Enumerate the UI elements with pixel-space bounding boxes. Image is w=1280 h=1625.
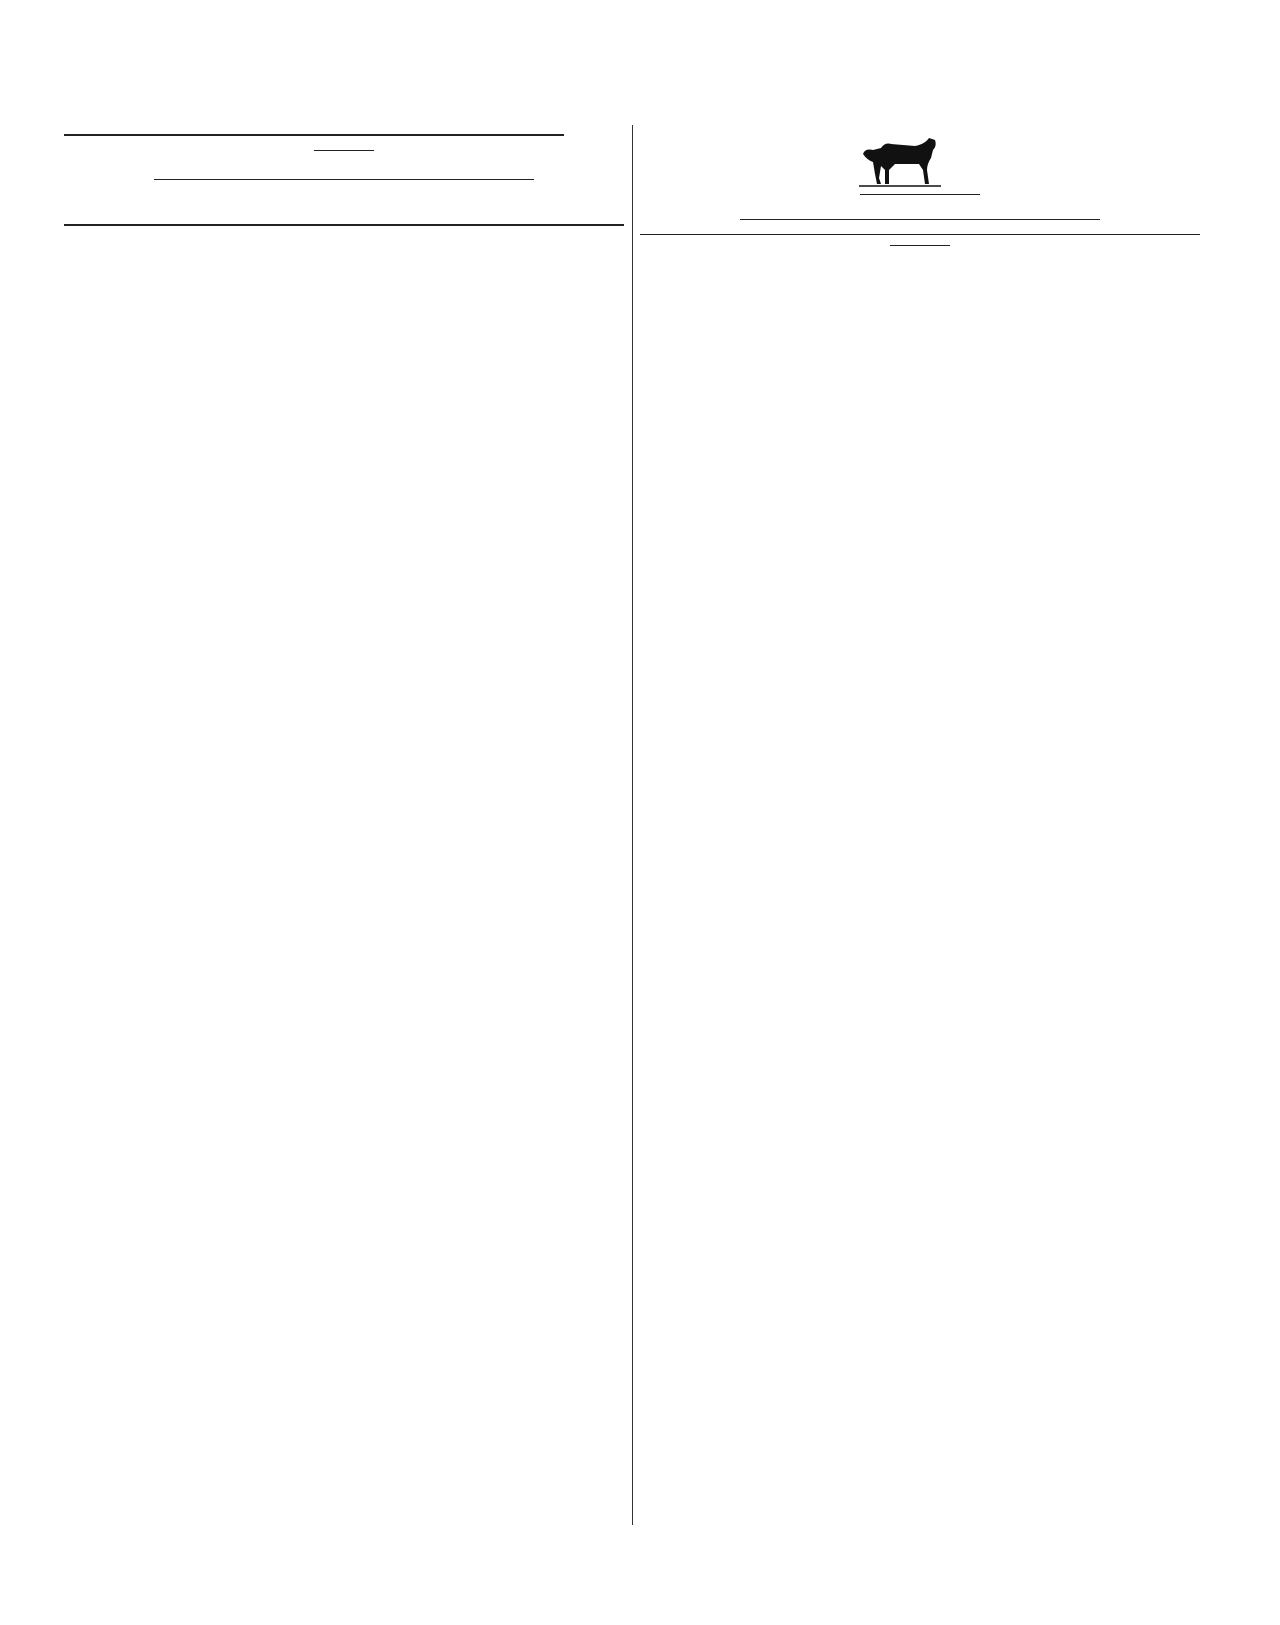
section-divider: [64, 134, 564, 136]
left-column: [64, 120, 624, 242]
short-rule: [860, 194, 980, 195]
section-divider: [64, 224, 624, 226]
column-divider: [632, 125, 633, 1525]
horse-engraving-icon: [855, 134, 945, 188]
panuitanga-tenei: [64, 194, 624, 200]
section-divider: [640, 234, 1200, 235]
section-divider: [740, 219, 1100, 220]
short-rule: [314, 150, 374, 151]
section-divider: [154, 179, 534, 180]
panuitanga-notice-2: [640, 245, 1200, 254]
right-column: [640, 120, 1200, 256]
panuitanga-notice-1: [64, 150, 624, 165]
short-rule: [890, 245, 950, 246]
horse-title-row: [640, 134, 1160, 188]
